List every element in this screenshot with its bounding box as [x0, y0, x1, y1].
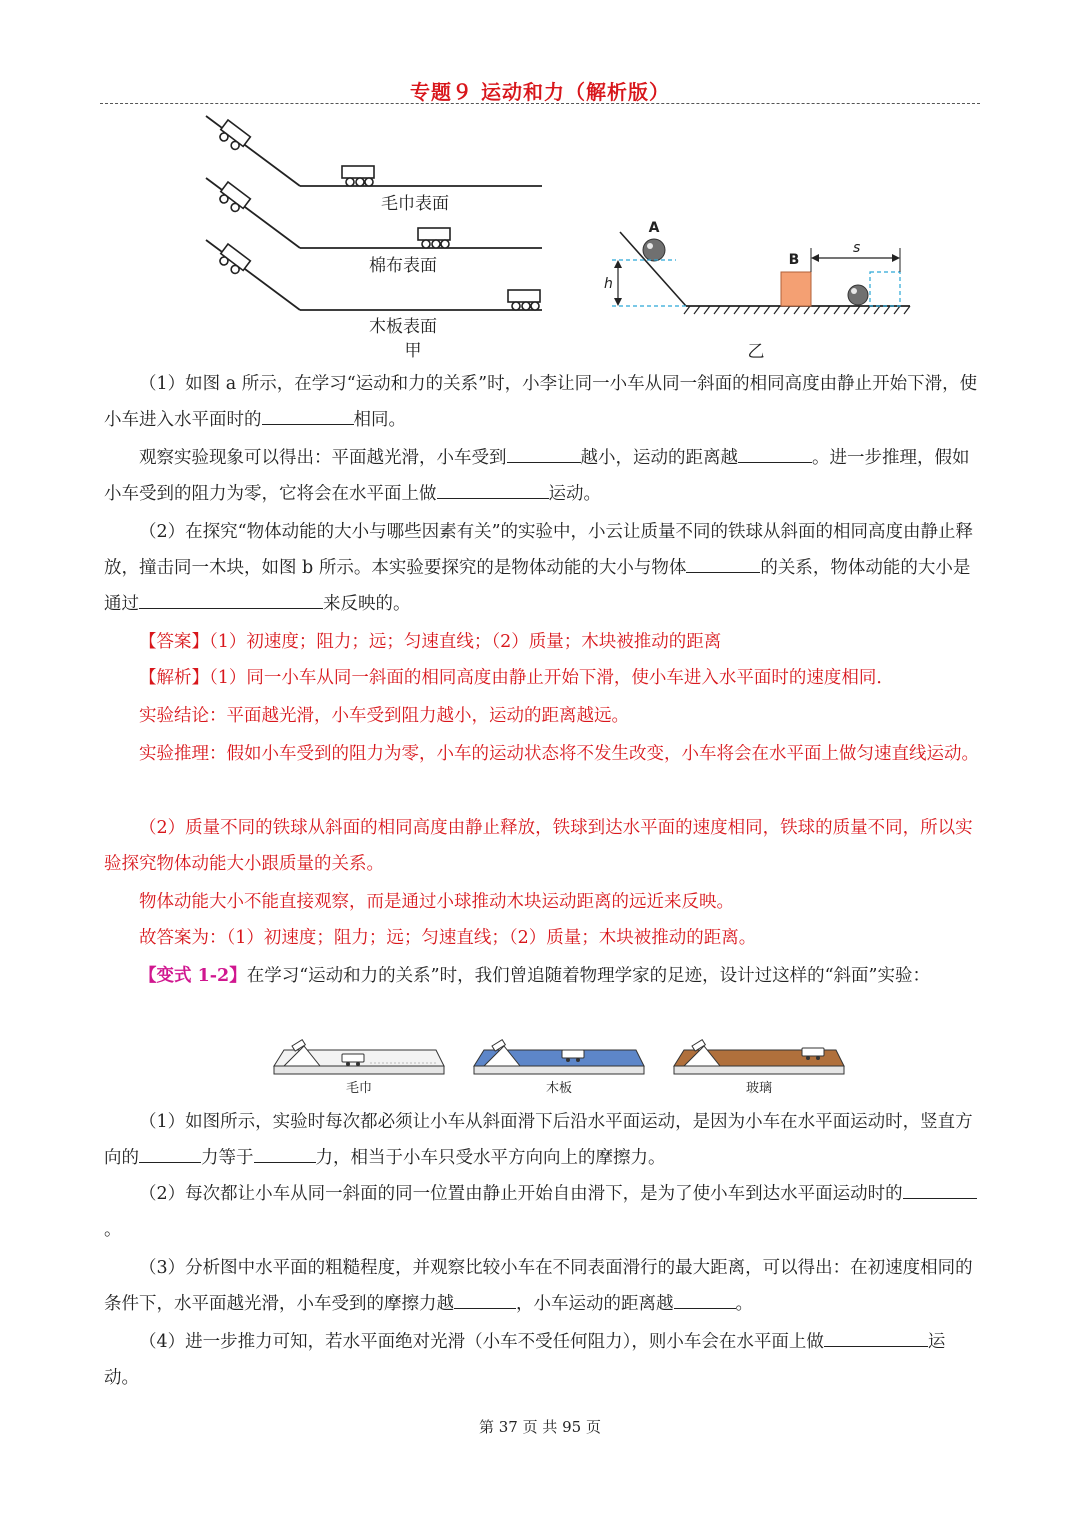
cart-icon — [342, 166, 374, 186]
page-title: 专题９ 运动和力（解析版） — [410, 80, 670, 104]
text-run: （1）如图所示，实验时每次都必须让小车从斜面滑下后沿水平面运动，是因为小车在水平面运动时，竖直方向的 — [104, 1112, 973, 1168]
incline-cotton — [206, 178, 542, 276]
analysis-text: （1）同一小车从同一斜面的相同高度由静止开始下滑，使小车进入水平面时的速度相同． — [209, 668, 894, 688]
variant-question-1 — [104, 1104, 980, 1176]
answer-text: （1）初速度；阻力；远；匀速直线；（2）质量；木块被推动的距离 — [209, 632, 722, 652]
text-run: 越小，运动的距离越 — [580, 448, 738, 468]
text-run: 力，相当于小车只受水平方向向上的摩擦力。 — [315, 1148, 666, 1168]
text-run: （2）在探究“物体动能的大小与哪些因素有关”的实验中，小云让质量不同的铁球从斜面的相同高度由静止释放，撞击同一木块，如图 b 所示。本实验要探究的是物体动能的大小与物体 — [104, 522, 974, 578]
ground-hatch — [684, 306, 910, 314]
cart-icon — [508, 290, 540, 310]
surface-label-wood: 木板表面 — [369, 317, 437, 337]
cart-icon — [418, 228, 450, 248]
variant-intro-text: 在学习“运动和力的关系”时，我们曾追随着物理学家的足迹，设计过这样的“斜面”实验： — [246, 966, 931, 986]
variant-intro — [104, 958, 980, 994]
text-run: （2）每次都让小车从同一斜面的同一位置由静止开始自由滑下，是为了使小车到达水平面运动时的 — [139, 1184, 903, 1204]
panel-label: 玻璃 — [745, 1081, 773, 1096]
answer-blank[interactable] — [139, 1142, 201, 1163]
text-run: 运动。 — [104, 1332, 946, 1388]
figure-c — [270, 1036, 850, 1098]
header-rule — [100, 103, 980, 104]
cart-on-incline-icon — [216, 244, 250, 277]
question-1-paragraph — [104, 366, 980, 438]
analysis-reasoning: 实验推理：假如小车受到的阻力为零，小车的运动状态将不发生改变，小车将会在水平面上做匀速直线运动。 — [139, 744, 979, 764]
analysis-label: 【解析】 — [139, 668, 209, 688]
variant-question-4 — [104, 1324, 980, 1396]
panel-label: 木板 — [545, 1081, 573, 1096]
figure-b — [590, 212, 920, 362]
variant-label: 【变式 1-2】 — [139, 966, 247, 986]
figure-a — [200, 108, 560, 363]
figure-b-caption: 乙 — [747, 342, 765, 362]
distance-label: s — [853, 240, 861, 256]
text-run: （3）分析图中水平面的粗糙程度，并观察比较小车在不同表面滑行的最大距离，可以得出：在初速度相同的条件下，水平面越光滑，小车受到的摩擦力越 — [104, 1258, 973, 1314]
variant-question-3 — [104, 1250, 980, 1322]
text-run: 来反映的。 — [323, 594, 411, 614]
answer-blank[interactable] — [903, 1178, 977, 1199]
analysis-paragraph — [104, 660, 980, 696]
page-number: 第 37 页 共 95 页 — [478, 1418, 601, 1436]
text-run: （1）如图 a 所示，在学习“运动和力的关系”时，小李让同一小车从同一斜面的相同高度由静止开始下滑，使小车进入水平面时的 — [104, 374, 978, 430]
answer-paragraph — [104, 624, 980, 660]
answer-blank[interactable] — [824, 1326, 928, 1347]
answer-blank[interactable] — [254, 1142, 316, 1163]
text-run: （4）进一步推力可知，若水平面绝对光滑（小车不受任何阻力），则小车会在水平面上做 — [139, 1332, 824, 1352]
analysis-final-answer: 故答案为：（1）初速度；阻力；远；匀速直线；（2）质量；木块被推动的距离。 — [139, 928, 757, 948]
text-run: 的关系，物体动能的大小是通过 — [104, 558, 971, 614]
answer-blank[interactable] — [437, 478, 549, 499]
incline-wood — [206, 240, 542, 337]
block-label: B — [788, 252, 800, 268]
cart-on-incline-icon — [216, 120, 250, 153]
analysis-part-2: （2）质量不同的铁球从斜面的相同高度由静止释放，铁球到达水平面的速度相同，铁球的质量不同，所以实验探究物体动能大小跟质量的关系。 — [104, 818, 973, 874]
text-run: ，小车运动的距离越 — [516, 1294, 674, 1314]
text-run: 。进一步推理，假如小车受到的阻力为零，它将会在水平面上做 — [104, 448, 970, 504]
answer-blank[interactable] — [454, 1288, 516, 1309]
height-label: h — [604, 276, 613, 292]
question-2-paragraph — [104, 514, 980, 622]
answer-blank[interactable] — [507, 442, 581, 463]
answer-label: 【答案】 — [139, 632, 209, 652]
answer-blank[interactable] — [738, 442, 812, 463]
panel-glass — [674, 1040, 844, 1096]
analysis-observation: 物体动能大小不能直接观察，而是通过小球推动木块运动距离的远近来反映。 — [139, 892, 734, 912]
answer-blank[interactable] — [262, 404, 354, 425]
cart-on-incline-icon — [216, 182, 250, 215]
ball-highlight — [851, 288, 857, 294]
block-b — [781, 272, 811, 306]
text-run: 。 — [735, 1294, 753, 1314]
answer-blank[interactable] — [674, 1288, 736, 1309]
variant-question-2 — [104, 1176, 980, 1248]
text-run: 相同。 — [353, 410, 406, 430]
figure-a-caption: 甲 — [404, 341, 422, 361]
panel-label: 毛巾 — [345, 1081, 373, 1096]
text-run: 观察实验现象可以得出：平面越光滑，小车受到 — [139, 448, 507, 468]
panel-towel — [274, 1040, 444, 1096]
ball-highlight — [647, 243, 653, 249]
ball-b-icon — [848, 285, 868, 305]
text-run: 运动。 — [548, 484, 601, 504]
text-run: 。 — [104, 1220, 122, 1240]
observation-paragraph — [104, 440, 980, 512]
panel-wood — [474, 1040, 644, 1096]
surface-label-cotton: 棉布表面 — [369, 256, 437, 276]
answer-blank[interactable] — [686, 552, 760, 573]
ball-a-icon — [643, 239, 665, 261]
incline-towel — [206, 116, 542, 214]
surface-label-towel: 毛巾表面 — [381, 194, 449, 214]
analysis-conclusion: 实验结论：平面越光滑，小车受到阻力越小，运动的距离越远。 — [139, 706, 629, 726]
text-run: 力等于 — [201, 1148, 254, 1168]
ball-label: A — [648, 220, 660, 236]
answer-blank[interactable] — [139, 588, 323, 609]
